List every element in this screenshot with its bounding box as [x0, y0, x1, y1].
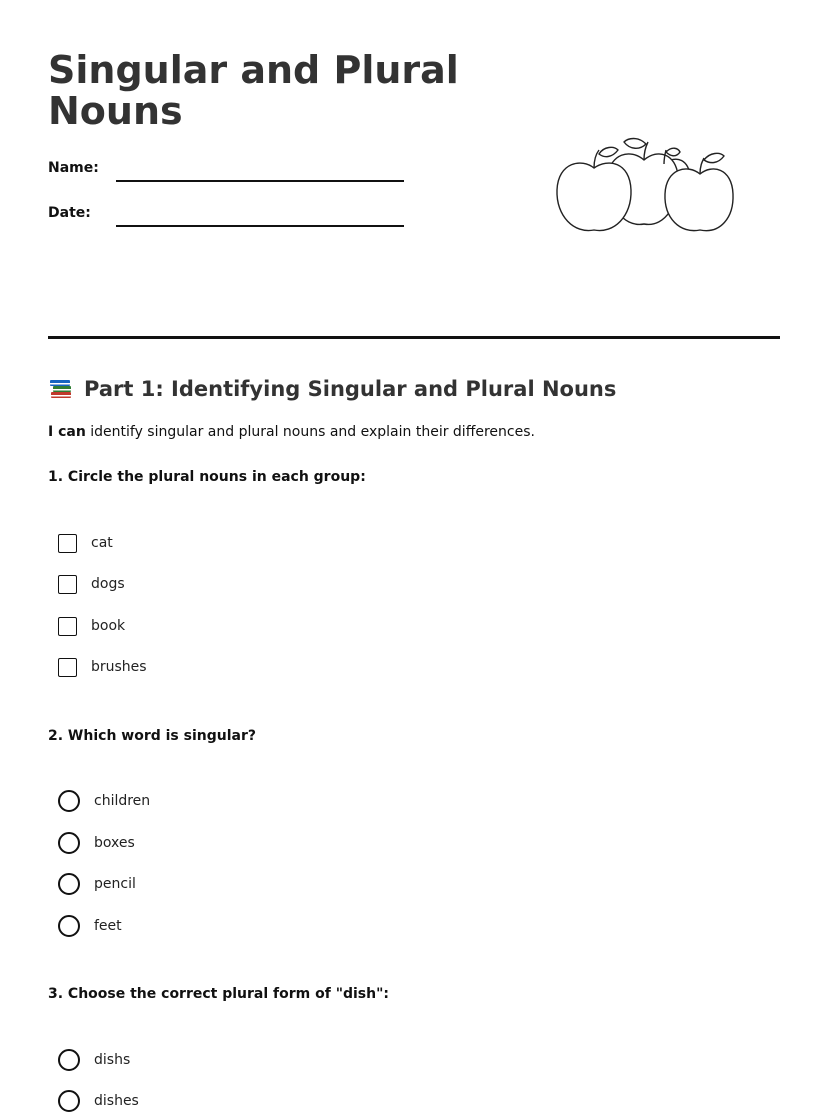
radio-button[interactable]	[58, 1049, 80, 1071]
question-1-option[interactable]	[58, 655, 147, 679]
name-field[interactable]	[116, 180, 404, 182]
radio-button[interactable]	[58, 832, 80, 854]
option-label: dogs	[91, 576, 125, 592]
question-2-option[interactable]	[58, 831, 135, 855]
question-2-prompt: 2. Which word is singular?	[48, 728, 256, 744]
name-label: Name:	[48, 160, 99, 176]
apples-icon	[552, 134, 738, 238]
question-1-prompt: 1. Circle the plural nouns in each group:	[48, 469, 366, 485]
question-2-option[interactable]	[58, 914, 122, 938]
question-1-option[interactable]	[58, 614, 125, 638]
option-label: children	[94, 793, 151, 809]
option-label: boxes	[94, 835, 135, 851]
option-label: dishes	[94, 1093, 139, 1109]
option-label: feet	[94, 918, 122, 934]
question-2-option[interactable]	[58, 789, 150, 813]
option-label: pencil	[94, 876, 136, 892]
page-title: Singular and Plural Nouns	[48, 48, 459, 133]
option-label: book	[91, 618, 126, 634]
intro-text: identify singular and plural nouns and explain their differences.	[85, 424, 535, 440]
checkbox[interactable]	[58, 617, 77, 636]
books-icon	[48, 376, 74, 402]
date-label: Date:	[48, 205, 91, 221]
part-1-title: Part 1: Identifying Singular and Plural Nouns	[84, 377, 617, 401]
question-1-option[interactable]	[58, 531, 113, 555]
option-label: dishs	[94, 1052, 131, 1068]
question-2-option[interactable]	[58, 872, 136, 896]
question-3-option[interactable]	[58, 1089, 139, 1113]
learning-objective	[48, 424, 535, 440]
date-field[interactable]	[116, 225, 404, 227]
radio-button[interactable]	[58, 873, 80, 895]
checkbox[interactable]	[58, 534, 77, 553]
option-label: brushes	[91, 659, 147, 675]
part-1-heading	[48, 374, 616, 404]
radio-button[interactable]	[58, 915, 80, 937]
option-label: cat	[91, 535, 113, 551]
radio-button[interactable]	[58, 790, 80, 812]
section-divider	[48, 336, 780, 339]
question-3-prompt: 3. Choose the correct plural form of "dish":	[48, 986, 390, 1002]
checkbox[interactable]	[58, 575, 77, 594]
intro-bold: I can	[48, 424, 86, 440]
question-1-option[interactable]	[58, 572, 125, 596]
checkbox[interactable]	[58, 658, 77, 677]
question-3-option[interactable]	[58, 1048, 130, 1072]
radio-button[interactable]	[58, 1090, 80, 1112]
